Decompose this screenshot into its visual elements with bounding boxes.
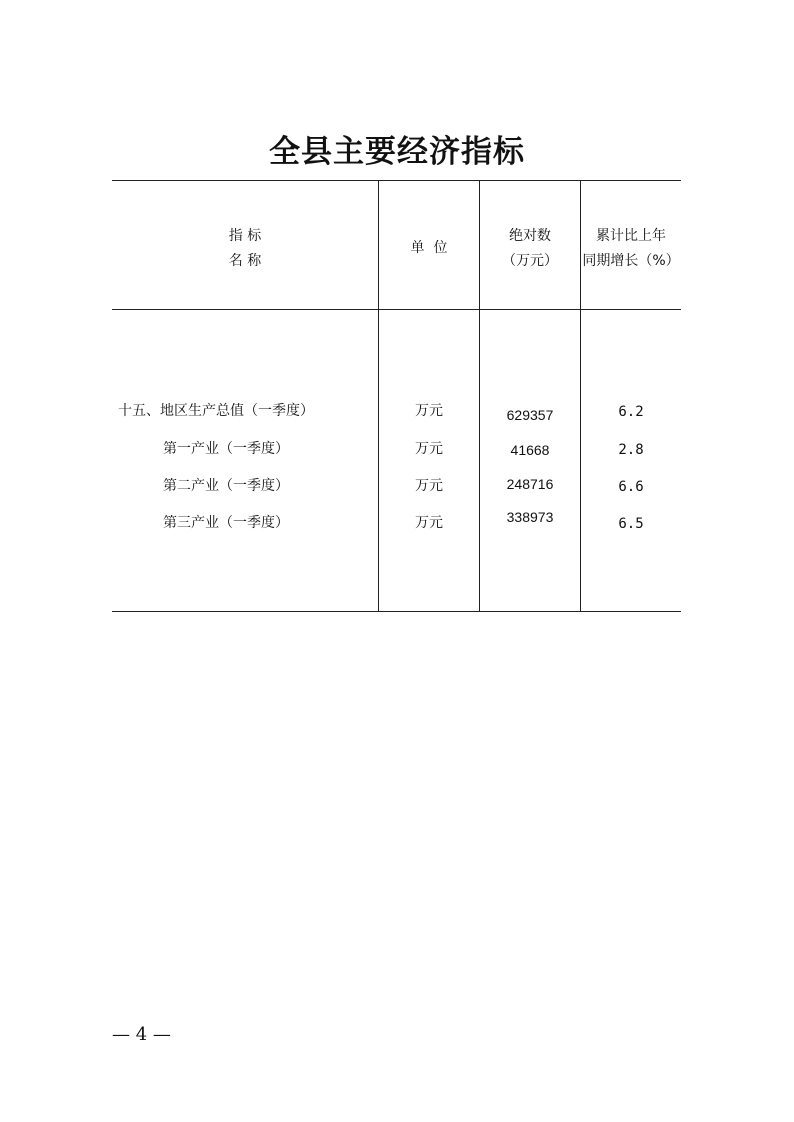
row-name: 十五、地区生产总值（一季度） bbox=[118, 403, 314, 419]
header-growth-line2: 同期增长（%） bbox=[582, 253, 680, 269]
row-growth: 6.2 bbox=[618, 404, 644, 420]
row-growth: 6.5 bbox=[618, 516, 644, 532]
row-name: 第一产业（一季度） bbox=[163, 441, 289, 457]
row-value: 338973 bbox=[506, 509, 554, 525]
header-absolute-value bbox=[480, 224, 580, 274]
header-indicator-line2: 名 称 bbox=[228, 253, 262, 269]
table-top-rule bbox=[112, 180, 681, 181]
row-name: 第三产业（一季度） bbox=[163, 515, 289, 531]
header-growth bbox=[581, 224, 681, 274]
row-value: 248716 bbox=[506, 476, 554, 492]
row-growth: 6.6 bbox=[618, 479, 644, 495]
header-absolute-line2: （万元） bbox=[502, 253, 558, 269]
row-name: 第二产业（一季度） bbox=[163, 478, 289, 494]
table-bottom-rule bbox=[112, 611, 681, 612]
header-indicator-line1: 指 标 bbox=[228, 228, 262, 244]
row-unit: 万元 bbox=[415, 441, 443, 457]
header-absolute-line1: 绝对数 bbox=[509, 228, 551, 244]
page-title: 全县主要经济指标 bbox=[269, 134, 525, 170]
row-growth: 2.8 bbox=[618, 442, 644, 458]
row-unit: 万元 bbox=[415, 478, 443, 494]
row-value: 629357 bbox=[506, 407, 554, 423]
header-indicator-name bbox=[112, 224, 378, 274]
header-unit: 单 位 bbox=[410, 240, 448, 256]
row-value: 41668 bbox=[510, 442, 550, 458]
table-header-rule bbox=[112, 309, 681, 310]
row-unit: 万元 bbox=[415, 403, 443, 419]
row-unit: 万元 bbox=[415, 515, 443, 531]
header-growth-line1: 累计比上年 bbox=[596, 228, 666, 244]
page-number: — 4 — bbox=[112, 1024, 171, 1045]
